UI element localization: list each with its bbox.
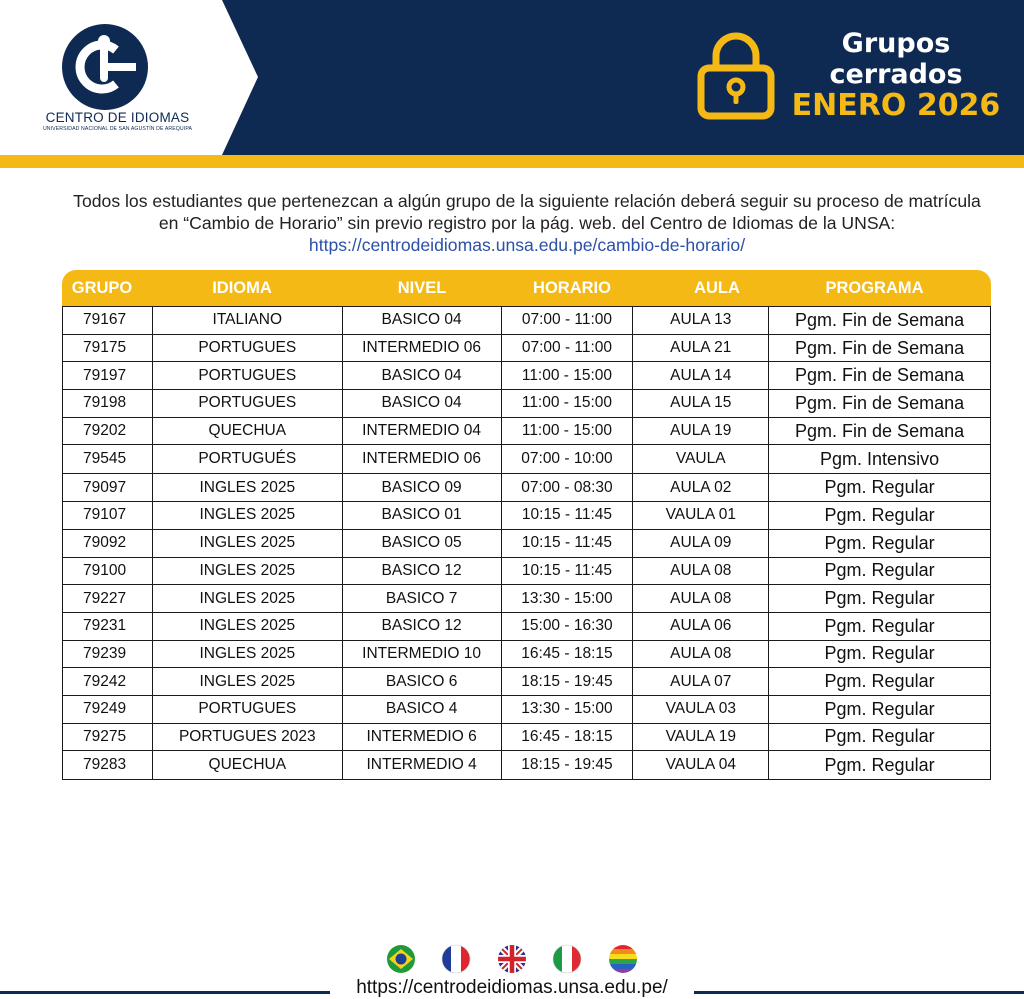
cell-idioma: QUECHUA — [152, 751, 342, 780]
cell-programa: Pgm. Intensivo — [769, 445, 991, 474]
cell-aula: VAULA 03 — [633, 695, 769, 723]
cell-horario: 07:00 - 10:00 — [501, 445, 633, 474]
header-banner — [0, 0, 1024, 168]
table-row — [63, 585, 991, 613]
cell-nivel: BASICO 04 — [342, 390, 501, 418]
cell-programa: Pgm. Regular — [769, 612, 991, 640]
cell-horario: 13:30 - 15:00 — [501, 695, 633, 723]
cell-programa: Pgm. Regular — [769, 474, 991, 502]
intro-text: Todos los estudiantes que pertenezcan a algún grupo de la siguiente relación deberá seguir su proceso de matrícula en “Cambio de Horario” sin previo registro por la pág. web. del Centro de Idiomas de la UNSA: — [73, 191, 981, 233]
cell-nivel: BASICO 12 — [342, 557, 501, 585]
lock-icon — [696, 32, 776, 120]
cell-grupo: 79202 — [63, 417, 153, 445]
header-programa: PROGRAMA — [825, 279, 924, 297]
cell-programa: Pgm. Regular — [769, 502, 991, 530]
header-nivel: NIVEL — [397, 279, 447, 297]
cell-nivel: BASICO 4 — [342, 695, 501, 723]
cell-programa: Pgm. Fin de Semana — [769, 390, 991, 418]
cell-grupo: 79092 — [63, 529, 153, 557]
cell-aula: VAULA 01 — [633, 502, 769, 530]
cell-programa: Pgm. Regular — [769, 668, 991, 696]
grupos-table — [62, 306, 991, 780]
table-header — [62, 270, 991, 306]
header-aula: AULA — [694, 279, 740, 297]
cell-horario: 10:15 - 11:45 — [501, 502, 633, 530]
cell-idioma: PORTUGUES — [152, 362, 342, 390]
logo-name: CENTRO DE IDIOMAS — [45, 110, 190, 125]
cell-idioma: PORTUGUES — [152, 695, 342, 723]
table-row — [63, 695, 991, 723]
cell-nivel: INTERMEDIO 06 — [342, 445, 501, 474]
cell-idioma: INGLES 2025 — [152, 474, 342, 502]
cell-horario: 18:15 - 19:45 — [501, 751, 633, 780]
cell-programa: Pgm. Regular — [769, 723, 991, 751]
table-row — [63, 334, 991, 362]
table-row — [63, 668, 991, 696]
cell-grupo: 79242 — [63, 668, 153, 696]
cell-aula: AULA 08 — [633, 640, 769, 668]
cell-aula: AULA 07 — [633, 668, 769, 696]
cell-programa: Pgm. Fin de Semana — [769, 334, 991, 362]
cell-idioma: QUECHUA — [152, 417, 342, 445]
rainbow-flag-icon — [608, 944, 638, 974]
cell-grupo: 79239 — [63, 640, 153, 668]
cell-horario: 13:30 - 15:00 — [501, 585, 633, 613]
table-row — [63, 557, 991, 585]
cell-horario: 15:00 - 16:30 — [501, 612, 633, 640]
table-row — [63, 612, 991, 640]
cell-programa: Pgm. Fin de Semana — [769, 362, 991, 390]
title-line-date: ENERO 2026 — [791, 88, 1001, 123]
cell-horario: 11:00 - 15:00 — [501, 417, 633, 445]
cell-nivel: BASICO 01 — [342, 502, 501, 530]
cell-aula: AULA 08 — [633, 557, 769, 585]
cell-programa: Pgm. Regular — [769, 585, 991, 613]
cell-programa: Pgm. Regular — [769, 640, 991, 668]
cell-nivel: BASICO 12 — [342, 612, 501, 640]
table-row — [63, 390, 991, 418]
cell-programa: Pgm. Regular — [769, 751, 991, 780]
table-row — [63, 751, 991, 780]
cell-nivel: BASICO 7 — [342, 585, 501, 613]
cell-horario: 07:00 - 08:30 — [501, 474, 633, 502]
table-row — [63, 307, 991, 335]
table-row — [63, 723, 991, 751]
table-row — [63, 362, 991, 390]
intro-paragraph — [70, 190, 984, 256]
cell-grupo: 79107 — [63, 502, 153, 530]
cell-horario: 16:45 - 18:15 — [501, 640, 633, 668]
cell-nivel: BASICO 04 — [342, 307, 501, 335]
cell-idioma: INGLES 2025 — [152, 668, 342, 696]
cell-idioma: PORTUGUES — [152, 334, 342, 362]
cell-idioma: INGLES 2025 — [152, 612, 342, 640]
table-row — [63, 640, 991, 668]
cell-horario: 18:15 - 19:45 — [501, 668, 633, 696]
header-grupo: GRUPO — [71, 279, 133, 297]
table-row — [63, 529, 991, 557]
cell-nivel: INTERMEDIO 4 — [342, 751, 501, 780]
cell-grupo: 79231 — [63, 612, 153, 640]
cell-nivel: INTERMEDIO 6 — [342, 723, 501, 751]
cell-grupo: 79227 — [63, 585, 153, 613]
cell-idioma: INGLES 2025 — [152, 585, 342, 613]
cell-programa: Pgm. Regular — [769, 529, 991, 557]
cell-grupo: 79167 — [63, 307, 153, 335]
cell-nivel: BASICO 6 — [342, 668, 501, 696]
cell-aula: VAULA 19 — [633, 723, 769, 751]
cell-nivel: BASICO 05 — [342, 529, 501, 557]
cell-programa: Pgm. Regular — [769, 695, 991, 723]
cell-nivel: BASICO 04 — [342, 362, 501, 390]
cell-nivel: INTERMEDIO 04 — [342, 417, 501, 445]
cell-programa: Pgm. Fin de Semana — [769, 417, 991, 445]
cell-grupo: 79283 — [63, 751, 153, 780]
cell-aula: AULA 14 — [633, 362, 769, 390]
cell-aula: VAULA — [633, 445, 769, 474]
footer-website-link[interactable]: https://centrodeidiomas.unsa.edu.pe/ — [330, 976, 694, 999]
table-row — [63, 474, 991, 502]
cell-nivel: INTERMEDIO 06 — [342, 334, 501, 362]
brazil-flag-icon — [386, 944, 416, 974]
page-title — [782, 28, 1010, 121]
cell-nivel: BASICO 09 — [342, 474, 501, 502]
cell-aula: AULA 06 — [633, 612, 769, 640]
cell-grupo: 79275 — [63, 723, 153, 751]
cell-grupo: 79197 — [63, 362, 153, 390]
cell-idioma: INGLES 2025 — [152, 557, 342, 585]
title-line-grupos: Grupos — [841, 28, 951, 59]
cell-horario: 10:15 - 11:45 — [501, 557, 633, 585]
footer-line-left — [0, 991, 330, 994]
table-row — [63, 502, 991, 530]
cell-aula: AULA 19 — [633, 417, 769, 445]
cell-aula: AULA 08 — [633, 585, 769, 613]
logo-subtitle: UNIVERSIDAD NACIONAL DE SAN AGUSTÍN DE AREQUIPA — [42, 126, 193, 132]
cell-horario: 07:00 - 11:00 — [501, 307, 633, 335]
header-horario: HORARIO — [533, 279, 611, 297]
cell-aula: AULA 09 — [633, 529, 769, 557]
table-row — [63, 445, 991, 474]
cell-grupo: 79545 — [63, 445, 153, 474]
table-body — [63, 307, 991, 780]
cell-aula: AULA 13 — [633, 307, 769, 335]
cell-grupo: 79175 — [63, 334, 153, 362]
cell-horario: 16:45 - 18:15 — [501, 723, 633, 751]
cell-aula: VAULA 04 — [633, 751, 769, 780]
cell-idioma: INGLES 2025 — [152, 529, 342, 557]
cambio-horario-link[interactable]: https://centrodeidiomas.unsa.edu.pe/cambio-de-horario/ — [308, 235, 746, 255]
table-row — [63, 417, 991, 445]
cell-aula: AULA 02 — [633, 474, 769, 502]
logo-c-icon — [62, 24, 148, 110]
cell-programa: Pgm. Fin de Semana — [769, 307, 991, 335]
header-idioma: IDIOMA — [212, 279, 272, 297]
header-yellow-stripe — [0, 155, 1024, 168]
cell-aula: AULA 15 — [633, 390, 769, 418]
cell-horario: 07:00 - 11:00 — [501, 334, 633, 362]
cell-idioma: PORTUGUES — [152, 390, 342, 418]
cell-horario: 10:15 - 11:45 — [501, 529, 633, 557]
france-flag-icon — [441, 944, 471, 974]
cell-idioma: INGLES 2025 — [152, 640, 342, 668]
italy-flag-icon — [552, 944, 582, 974]
cell-grupo: 79249 — [63, 695, 153, 723]
cell-idioma: ITALIANO — [152, 307, 342, 335]
cell-nivel: INTERMEDIO 10 — [342, 640, 501, 668]
cell-horario: 11:00 - 15:00 — [501, 362, 633, 390]
cell-grupo: 79097 — [63, 474, 153, 502]
uk-flag-icon — [497, 944, 527, 974]
cell-grupo: 79100 — [63, 557, 153, 585]
cell-grupo: 79198 — [63, 390, 153, 418]
centro-idiomas-logo — [30, 24, 205, 134]
cell-idioma: INGLES 2025 — [152, 502, 342, 530]
footer-line-right — [694, 991, 1024, 994]
cell-idioma: PORTUGUÉS — [152, 445, 342, 474]
title-line-cerrados: cerrados — [829, 59, 963, 90]
cell-horario: 11:00 - 15:00 — [501, 390, 633, 418]
cell-aula: AULA 21 — [633, 334, 769, 362]
cell-idioma: PORTUGUES 2023 — [152, 723, 342, 751]
cell-programa: Pgm. Regular — [769, 557, 991, 585]
